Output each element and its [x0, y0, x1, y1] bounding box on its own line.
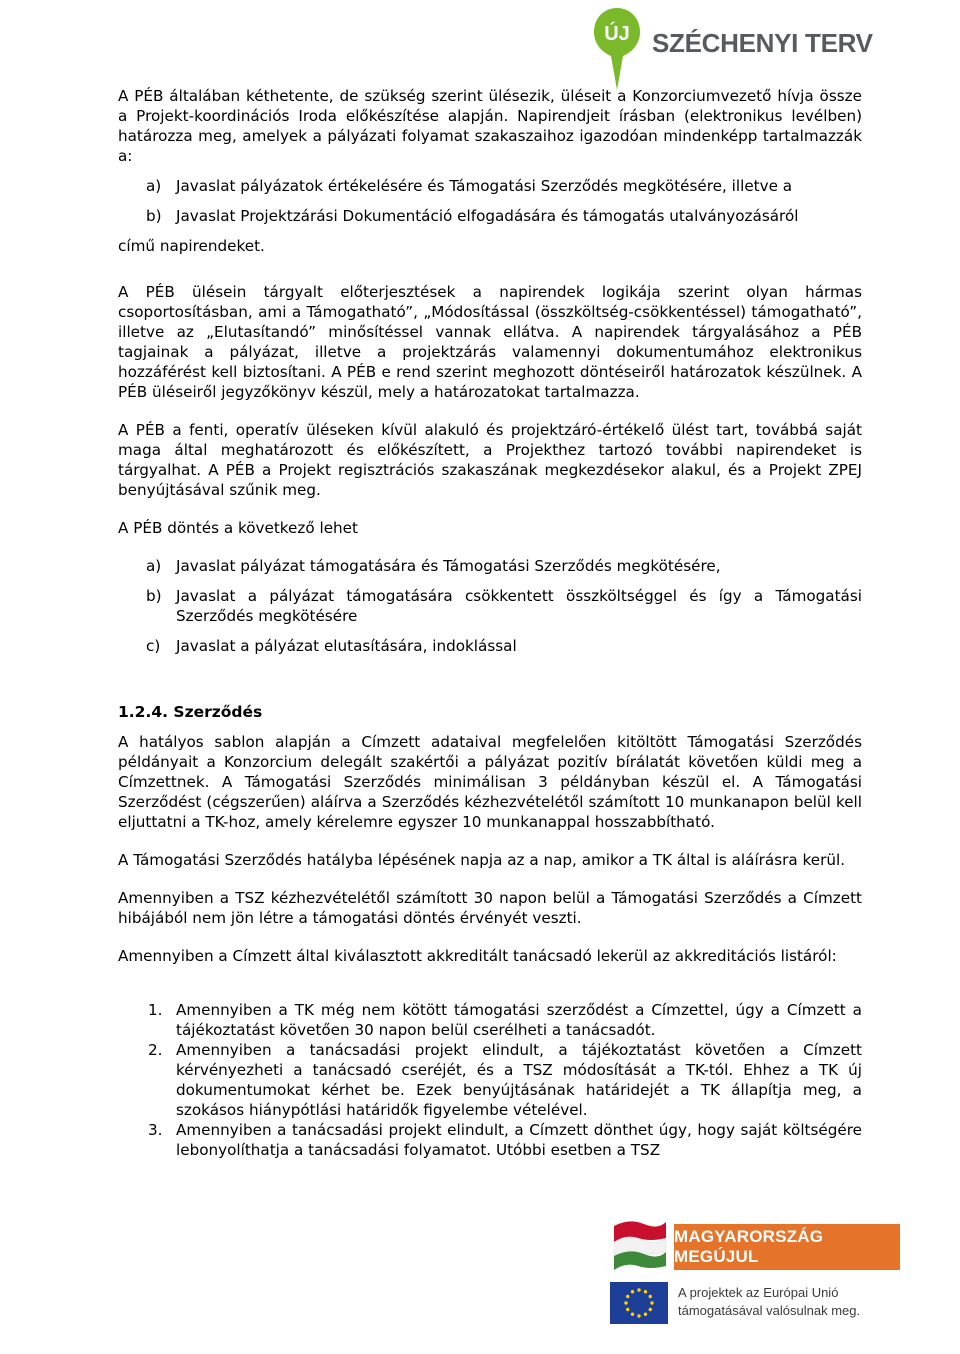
paragraph: A PÉB döntés a következő lehet [118, 519, 358, 537]
list-marker: a) [146, 557, 162, 575]
section-heading: 1.2.4. Szerződés [118, 703, 263, 721]
list-item-text: Amennyiben a tanácsadási projekt elindult, a tájékoztatást követően a Címzett kérvényezheti a tanácsadó cseréjét, és a TSZ módosítását a TK-tól. Ehhez a TK új dokumentumokat kérhet be. Ezek benyújtásának határidejét a TK állapítja meg, a szokásos hiánypótlási határidők figyelembe vételével. [176, 1041, 862, 1119]
paragraph: A hatályos sablon alapján a Címzett adataival megfelelően kitöltött Támogatási Szerződés példányait a Konzorcium delegált szakértői a pályázat pozitív bírálatát követően küldi meg a Címzettnek. A Támogatási Szerződés minimálisan 3 példányban készül el. A Támogatási Szerződést (cégszerűen) aláírva a Szerződés kézhezvételétől számított 10 munkanapon belül kell eljuttatni a TK-hoz, amely kérelemre egyszer 10 munkanappal hosszabbítható. [118, 733, 862, 831]
list-item-text: Javaslat pályázat támogatására és Támogatási Szerződés megkötésére, [176, 557, 721, 575]
list-item-text: Amennyiben a TK még nem kötött támogatási szerződést a Címzettel, úgy a Címzett a tájékoztatást követően 30 napon belül cserélheti a tanácsadót. [176, 1001, 862, 1039]
list-item [118, 586, 862, 626]
list-item [118, 1040, 862, 1120]
eu-star-icon [631, 1290, 634, 1293]
paragraph: A PÉB a fenti, operatív üléseken kívül alakuló és projektzáró-értékelő ülést tart, továbbá saját maga által meghatározott és előkészített, a Projekthez tartozó további napirendeket is tárgyalhat. A PÉB a Projekt regisztrációs szakaszának megkezdésekor alakul, és a Projekt ZPEJ benyújtásával szűnik meg. [118, 421, 862, 499]
eu-support-line-1: A projektek az Európai Unió [678, 1285, 839, 1300]
footer-logos [610, 1216, 900, 1328]
szechenyi-terv-logo [592, 6, 882, 96]
paragraph: Amennyiben a Címzett által kiválasztott akkreditált tanácsadó lekerül az akkreditációs listáról: [118, 947, 837, 965]
eu-star-icon [624, 1301, 627, 1304]
agenda-list [118, 176, 862, 226]
eu-star-icon [631, 1313, 634, 1316]
paragraph: című napirendeket. [118, 237, 265, 255]
paragraph: A PÉB általában kéthetente, de szükség szerint ülésezik, üléseit a Konzorciumvezető hívja össze a Projekt-koordinációs Iroda előkészítése alapján. Napirendjeit írásban (elektronikus levélben) határozza meg, amelyek a pályázati folyamat szakaszaihoz igazodóan mindenképp tartalmazzák a: [118, 87, 862, 165]
eu-star-icon [637, 1314, 640, 1317]
eu-star-icon [650, 1301, 653, 1304]
eu-star-icon [637, 1288, 640, 1291]
list-item-text: Javaslat a pályázat támogatására csökkentett összköltséggel és így a Támogatási Szerződés megkötésére [176, 587, 862, 625]
list-marker: c) [146, 637, 161, 655]
list-item [118, 1120, 862, 1160]
paragraph: A PÉB ülésein tárgyalt előterjesztések a napirendek logikája szerint olyan hármas csoportosításban, ami a Támogatható”, „Módosítással (összköltség-csökkentéssel) támogatható”, illetve az „Elutasítandó” minősítéssel vannak ellátva. A napirendek tárgyalásához a PÉB tagjainak a pályázat, illetve a projektzárás valamennyi dokumentumához elektronikus hozzáférést kell biztosítani. A PÉB e rend szerint meghozott döntéseiről határozatok készülnek. A PÉB üléseiről jegyzőkönyv készül, mely a határozatokat tartalmazza. [118, 283, 862, 401]
list-item-text: Javaslat pályázatok értékelésére és Támogatási Szerződés megkötésére, illetve a [176, 177, 793, 195]
list-item-text: Amennyiben a tanácsadási projekt elindult, a Címzett dönthet úgy, hogy saját költségére lebonyolíthatja a tanácsadási folyamatot. Utóbbi esetben a TSZ [176, 1121, 862, 1159]
eu-star-icon [649, 1308, 652, 1311]
hungarian-flag-icon [610, 1216, 668, 1272]
document-body [118, 86, 862, 1160]
eu-star-icon [649, 1295, 652, 1298]
list-item [118, 636, 862, 656]
paragraph: A Támogatási Szerződés hatályba lépésének napja az a nap, amikor a TK által is aláírásra kerül. [118, 851, 846, 869]
eu-star-icon [626, 1308, 629, 1311]
list-marker: 2. [148, 1041, 163, 1059]
eu-support-text [678, 1284, 860, 1320]
eu-star-icon [626, 1295, 629, 1298]
list-marker: b) [146, 587, 162, 605]
list-marker: 3. [148, 1121, 163, 1139]
numbered-list [118, 1000, 862, 1160]
logo-mark-text: ÚJ [604, 23, 630, 45]
eu-star-icon [644, 1313, 647, 1316]
logo-text: SZÉCHENYI TERV [652, 28, 873, 58]
paragraph: Amennyiben a TSZ kézhezvételétől számított 30 napon belül a Támogatási Szerződés a Címzett hibájából nem jön létre a támogatási döntés érvényét veszti. [118, 889, 862, 927]
list-item [118, 556, 862, 576]
decision-list [118, 556, 862, 656]
list-item [118, 206, 862, 226]
magyarorszag-megujul-banner: MAGYARORSZÁG MEGÚJUL [674, 1224, 900, 1270]
list-marker: 1. [148, 1001, 163, 1019]
list-item-text: Javaslat Projektzárási Dokumentáció elfogadására és támogatás utalványozásáról [176, 207, 799, 225]
logo-pin-icon [592, 6, 642, 92]
list-marker: b) [146, 207, 162, 225]
list-item [118, 1000, 862, 1040]
list-marker: a) [146, 177, 162, 195]
eu-flag-icon [610, 1282, 668, 1324]
eu-star-icon [644, 1290, 647, 1293]
list-item-text: Javaslat a pályázat elutasítására, indoklással [176, 637, 517, 655]
list-item [118, 176, 862, 196]
eu-support-line-2: támogatásával valósulnak meg. [678, 1303, 861, 1318]
